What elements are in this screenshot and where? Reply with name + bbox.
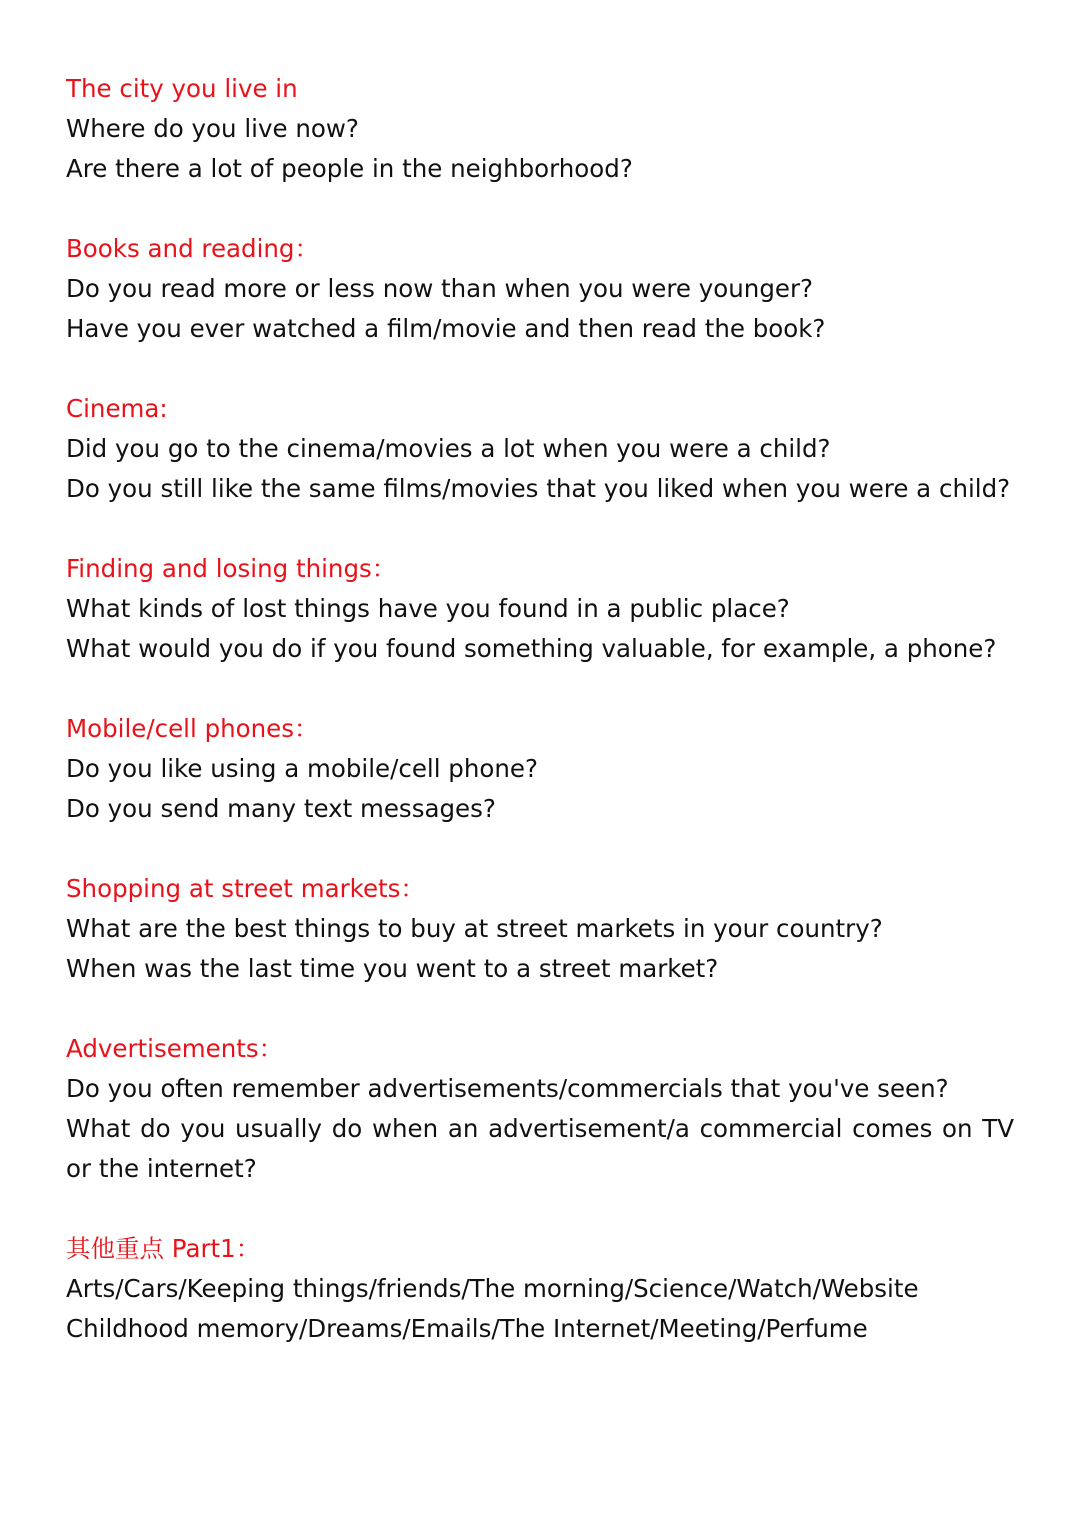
section-finding-losing bbox=[66, 549, 1014, 669]
question: Where do you live now? bbox=[66, 114, 359, 143]
section-street-markets bbox=[66, 869, 1014, 989]
question: Do you send many text messages? bbox=[66, 794, 496, 823]
section-heading: Advertisements： bbox=[66, 1034, 284, 1063]
section-mobile-phones bbox=[66, 709, 1014, 829]
question: What do you usually do when an advertisement/a commercial comes on TV or the internet? bbox=[66, 1114, 1014, 1183]
question: Did you go to the cinema/movies a lot when you were a child? bbox=[66, 434, 831, 463]
section-city bbox=[66, 69, 1014, 189]
question: Do you read more or less now than when you were younger? bbox=[66, 274, 814, 303]
question: Are there a lot of people in the neighborhood? bbox=[66, 154, 633, 183]
topic-list: Childhood memory/Dreams/Emails/The Internet/Meeting/Perfume bbox=[66, 1314, 868, 1343]
section-books bbox=[66, 229, 1014, 349]
question: Do you like using a mobile/cell phone? bbox=[66, 754, 538, 783]
section-heading: Books and reading： bbox=[66, 234, 319, 263]
question: What would you do if you found something valuable, for example, a phone? bbox=[66, 634, 997, 663]
section-heading: Cinema: bbox=[66, 394, 168, 423]
question: Have you ever watched a film/movie and then read the book? bbox=[66, 314, 826, 343]
question: What kinds of lost things have you found in a public place? bbox=[66, 594, 790, 623]
section-heading: Shopping at street markets： bbox=[66, 874, 425, 903]
question: When was the last time you went to a street market? bbox=[66, 954, 719, 983]
section-cinema bbox=[66, 389, 1014, 509]
question: Do you still like the same films/movies that you liked when you were a child? bbox=[66, 474, 1011, 503]
section-other-part1 bbox=[66, 1229, 1014, 1349]
question: What are the best things to buy at street markets in your country? bbox=[66, 914, 883, 943]
document-page bbox=[66, 69, 1014, 1389]
section-heading: The city you live in bbox=[66, 74, 298, 103]
question: Do you often remember advertisements/commercials that you've seen? bbox=[66, 1074, 949, 1103]
section-heading: 其他重点 Part1： bbox=[66, 1234, 261, 1263]
section-heading: Finding and losing things： bbox=[66, 554, 397, 583]
section-advertisements bbox=[66, 1029, 1014, 1189]
section-heading: Mobile/cell phones： bbox=[66, 714, 319, 743]
topic-list: Arts/Cars/Keeping things/friends/The morning/Science/Watch/Website bbox=[66, 1274, 919, 1303]
